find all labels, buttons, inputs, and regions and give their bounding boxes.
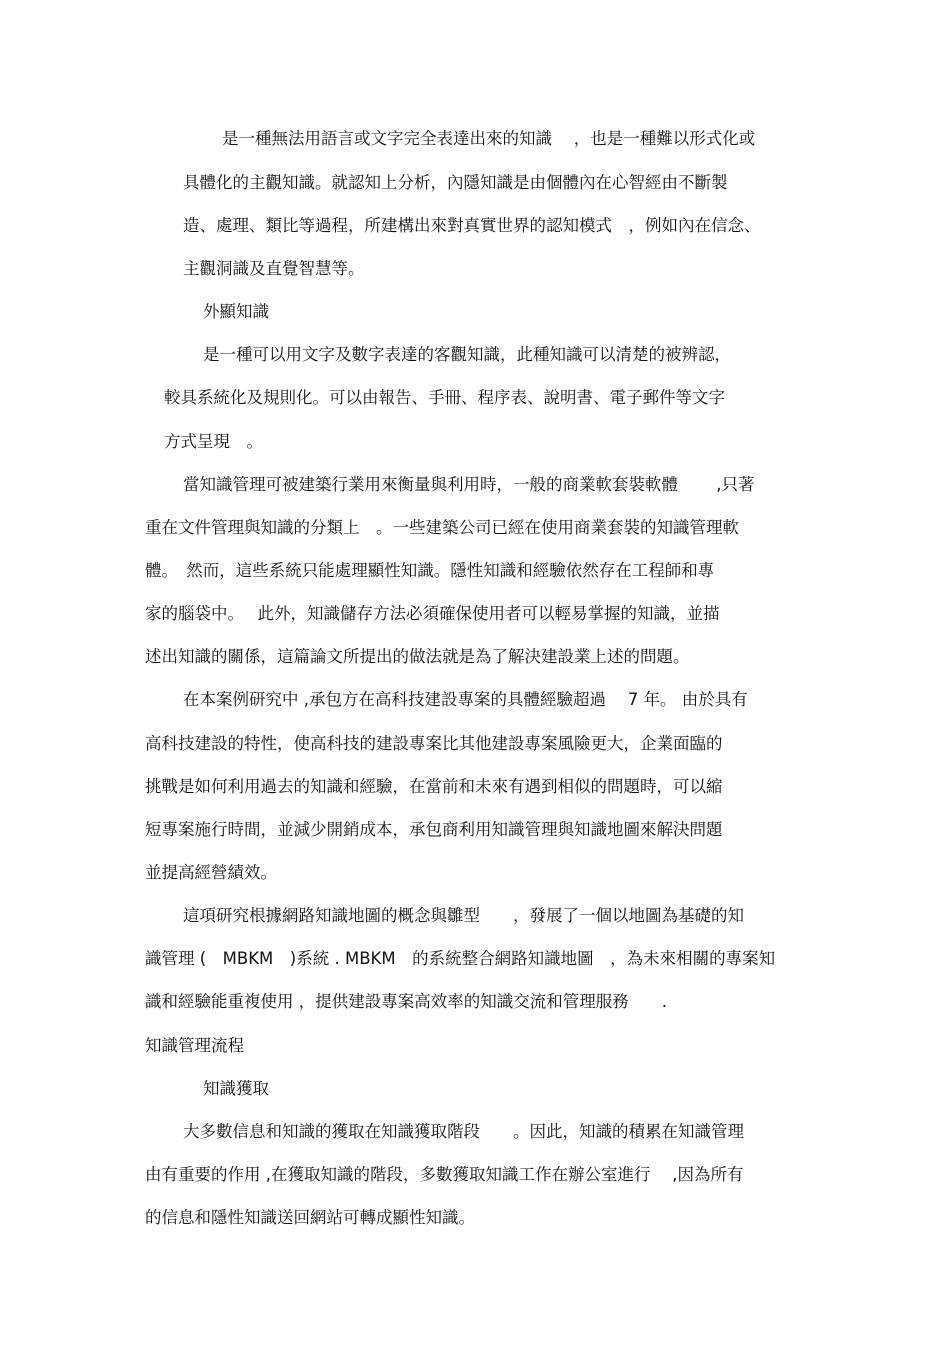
- text-line: 的信息和隱性知識送回網站可轉成顯性知識。: [145, 1208, 475, 1227]
- text-line: 方式呈現 。: [164, 432, 263, 451]
- subsection-heading: 知識獲取: [203, 1079, 269, 1098]
- text-line: 挑戰是如何利用過去的知識和經驗，在當前和未來有遇到相似的問題時，可以縮: [145, 777, 723, 796]
- text-line: 體。 然而，這些系統只能處理顯性知識。隱性知識和經驗依然存在工程師和專: [145, 561, 715, 580]
- section-heading: 外顯知識: [203, 302, 269, 321]
- text-line: 大多數信息和知識的獲取在知識獲取階段 。因此，知識的積累在知識管理: [183, 1122, 744, 1141]
- text-line: 家的腦袋中。 此外，知識儲存方法必須確保使用者可以輕易掌握的知識，並描: [145, 604, 720, 623]
- text-line: 具體化的主觀知識。就認知上分析，內隱知識是由個體內在心智經由不斷製: [183, 173, 728, 192]
- text-line: 主觀洞識及直覺智慧等。: [183, 259, 365, 278]
- text-line: 這項研究根據網路知識地圖的概念與雛型 ，發展了一個以地圖為基礎的知: [183, 906, 744, 925]
- text-line: 高科技建設的特性，使高科技的建設專案比其他建設專案風險更大，企業面臨的: [145, 734, 723, 753]
- section-heading: 知識管理流程: [145, 1036, 244, 1055]
- text-line: 識和經驗能重複使用 ，提供建設專案高效率的知識交流和管理服務 .: [145, 992, 667, 1011]
- text-line: 識管理 ( MBKM )系統 . MBKM 的系統整合網路知識地圖 ，為未來相關的專案知: [145, 949, 776, 968]
- text-line: 重在文件管理與知識的分類上 。一些建築公司已經在使用商業套裝的知識管理軟: [145, 518, 739, 537]
- text-line: 由有重要的作用 ,在獲取知識的階段，多數獲取知識工作在辦公室進行 ,因為所有: [145, 1165, 744, 1184]
- text-line: 造、處理、類比等過程，所建構出來對真實世界的認知模式 ，例如內在信念、: [183, 216, 761, 235]
- text-line: 並提高經營績效。: [145, 863, 277, 882]
- text-line: 較具系統化及規則化。可以由報告、手冊、程序表、說明書、電子郵件等文字: [164, 388, 725, 407]
- text-line: 是一種可以用文字及數字表達的客觀知識，此種知識可以清楚的被辨認，: [203, 345, 731, 364]
- text-line: 短專案施行時間，並減少開銷成本，承包商利用知識管理與知識地圖來解決問題: [145, 820, 723, 839]
- text-line: 述出知識的關係，這篇論文所提出的做法就是為了解決建設業上述的問題。: [145, 647, 690, 666]
- text-line: 在本案例研究中 ,承包方在高科技建設專案的具體經驗超過 7 年。 由於具有: [183, 690, 748, 709]
- text-line: 當知識管理可被建築行業用來衡量與利用時，一般的商業軟套裝軟體 ,只著: [183, 475, 755, 494]
- text-line: 是一種無法用語言或文字完全表達出來的知識 ，也是一種難以形式化或: [222, 129, 756, 148]
